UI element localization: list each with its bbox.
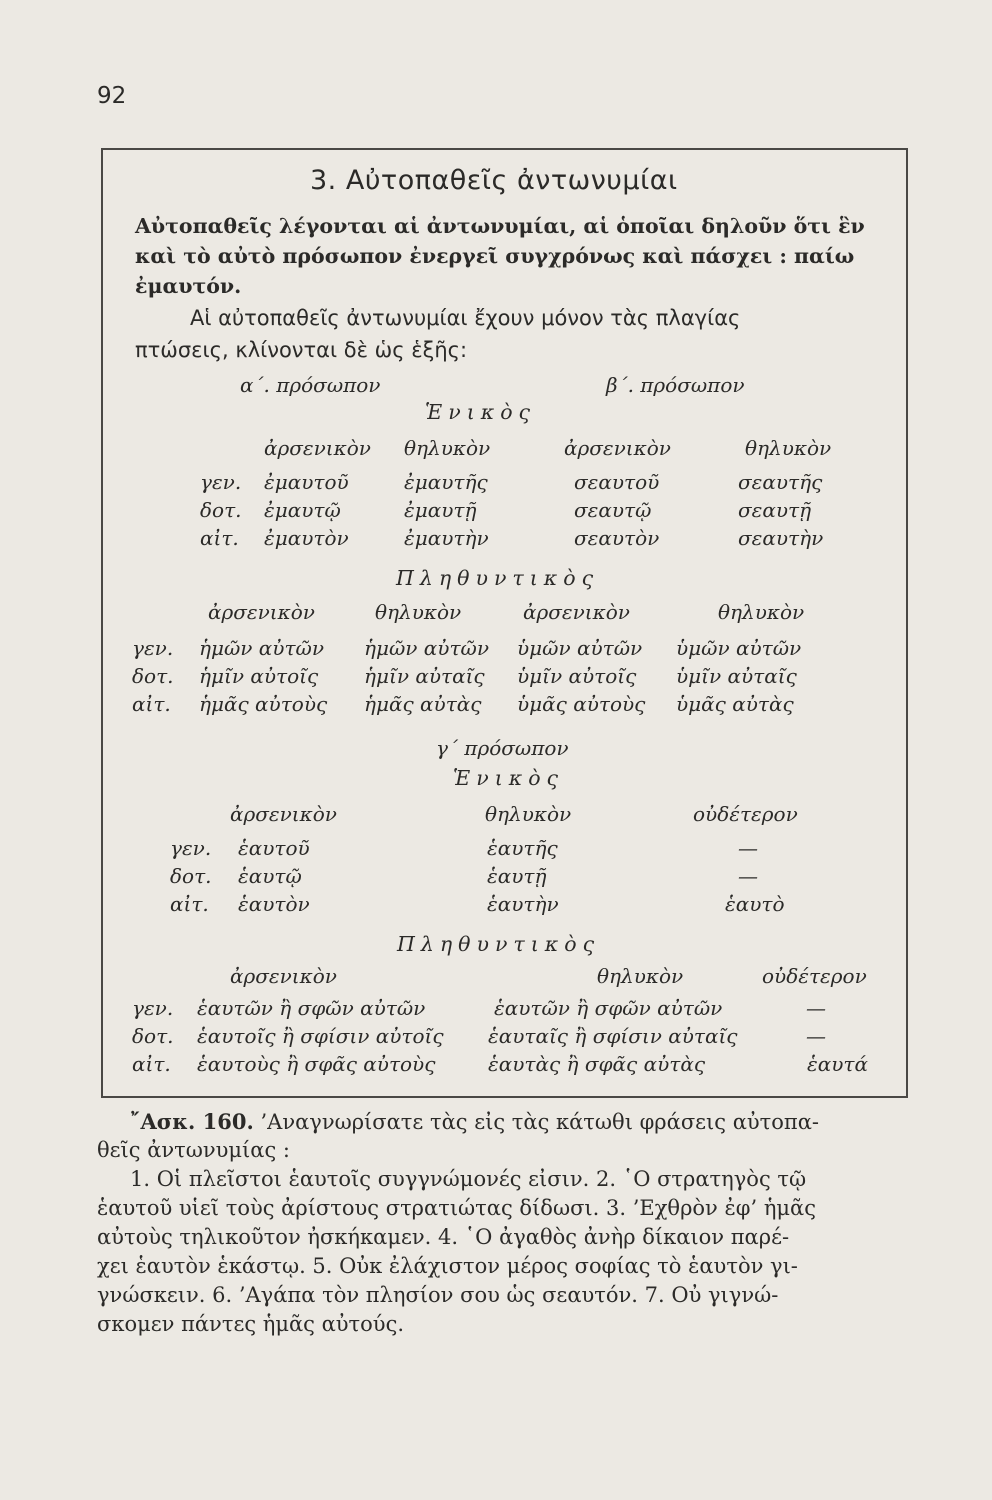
person-1-label: α΄. πρόσωπον [240,373,381,397]
col-header: ἀρσενικὸν [230,802,337,826]
case-label: γεν. [132,996,174,1020]
col-header: θηλυκὸν [745,436,832,460]
table-cell: ὑμᾶς αὐτοὺς [517,692,646,716]
col-header: θηλυκὸν [718,600,805,624]
note-line-1: Αἱ αὐτοπαθεῖς ἀντωνυμίαι ἔχουν μόνον τὰς πλαγίας [190,306,741,330]
case-label: αἰτ. [170,892,209,916]
case-label: αἰτ. [132,1052,171,1076]
person-3-label: γ΄ πρόσωπον [436,736,569,760]
table-cell: ἐμαυτὴν [404,526,489,550]
definition-line-1: Αὐτοπαθεῖς λέγονται αἱ ἀντωνυμίαι, αἱ ὁποῖαι δηλοῦν ὅτι ἓν [135,214,865,238]
table-cell: ὑμῶν αὐτῶν [676,636,802,660]
singular-label-3: Ἑνικὸς [453,766,565,790]
table-cell: ἐμαυτοῦ [264,470,349,494]
table-cell: ἑαυτὰς ἢ σφᾶς αὐτὰς [488,1052,706,1076]
table-cell: ὑμῖν αὐτοῖς [517,664,637,688]
table-cell: σεαυτὸν [574,526,660,550]
table-cell: ἑαυτοῖς ἢ σφίσιν αὐτοῖς [197,1024,444,1048]
table-cell: ἑαυτῆς [487,836,558,860]
exercise-line-5: αὐτοὺς τηλικοῦτον ἠσκήκαμεν. 4. ῾Ο ἀγαθὸς ἀνὴρ δίκαιον παρέ- [97,1225,790,1249]
table-cell: — [738,864,758,888]
person-2-label: β΄. πρόσωπον [606,373,745,397]
col-header: ἀρσενικὸν [264,436,371,460]
exercise-line-4: ἑαυτοῦ υἱεῖ τοὺς ἀρίστους στρατιώτας δίδωσι. 3. ’Εχθρὸν ἐφ’ ἡμᾶς [97,1196,816,1220]
table-cell: ἡμᾶς αὐτοὺς [199,692,328,716]
exercise-line-1 [130,1109,819,1134]
exercise-line-6: χει ἑαυτὸν ἑκάστῳ. 5. Οὐκ ἐλάχιστον μέρος σοφίας τὸ ἑαυτὸν γι- [97,1254,798,1278]
exercise-line-8: σκομεν πάντες ἡμᾶς αὐτούς. [97,1312,405,1336]
table-cell: ἑαυτὸν [238,892,310,916]
table-cell: ἑαυτῷ [238,864,302,888]
table-cell: ἐμαυτῆς [404,470,488,494]
table-cell: σεαυτοῦ [574,470,660,494]
table-cell: σεαυτῇ [738,498,812,522]
table-cell: — [806,1024,826,1048]
table-cell: σεαυτῆς [738,470,823,494]
case-label: γεν. [170,836,212,860]
case-label: δοτ. [200,498,242,522]
definition-line-2: καὶ τὸ αὐτὸ πρόσωπον ἐνεργεῖ συγχρόνως καὶ πάσχει : παίω [135,244,855,268]
table-cell: ἐμαυτὸν [264,526,349,550]
table-cell: ἡμῶν αὐτῶν [364,636,489,660]
table-cell: ἐμαυτῇ [404,498,477,522]
col-header: οὐδέτερον [693,802,798,826]
case-label: δοτ. [132,1024,174,1048]
exercise-line-2: θεῖς ἀντωνυμίας : [97,1138,290,1162]
table-cell: ἑαυτά [807,1052,868,1076]
table-cell: ἡμῖν αὐταῖς [364,664,485,688]
table-cell: ὑμᾶς αὐτὰς [676,692,794,716]
table-cell: ἑαυτῶν ἢ σφῶν αὐτῶν [197,996,426,1020]
table-cell: ὑμῶν αὐτῶν [517,636,643,660]
case-label: γεν. [200,470,242,494]
exercise-line-3: 1. Οἱ πλεῖστοι ἑαυτοῖς συγγνώμονές εἰσιν. 2. ῾Ο στρατηγὸς τῷ [130,1167,807,1191]
section-title: 3. Αὐτοπαθεῖς ἀντωνυμίαι [310,165,678,196]
table-cell: ἑαυτοῦ [238,836,310,860]
table-cell: ἡμῶν αὐτῶν [199,636,324,660]
box-bottom-rule [101,1096,908,1098]
table-cell: ἑαυτοὺς ἢ σφᾶς αὐτοὺς [197,1052,436,1076]
exercise-line-7: γνώσκειν. 6. ’Αγάπα τὸν πλησίον σου ὡς σεαυτόν. 7. Οὐ γιγνώ- [97,1283,779,1307]
table-cell: ἑαυτὴν [487,892,559,916]
table-cell: ὑμῖν αὐταῖς [676,664,797,688]
col-header: οὐδέτερον [762,964,867,988]
case-label: αἰτ. [132,692,171,716]
col-header: ἀρσενικὸν [564,436,671,460]
table-cell: ἡμῖν αὐτοῖς [199,664,319,688]
table-cell: — [806,996,826,1020]
table-cell: ἑαυταῖς ἢ σφίσιν αὐταῖς [488,1024,738,1048]
table-cell: ἑαυτῶν ἢ σφῶν αὐτῶν [494,996,723,1020]
plural-label-3: Πληθυντικὸς [397,932,601,956]
col-header: ἀρσενικὸν [208,600,315,624]
col-header: θηλυκὸν [485,802,572,826]
table-cell: ἑαυτῇ [487,864,547,888]
definition-line-3: ἐμαυτόν. [135,274,242,298]
table-cell: ἡμᾶς αὐτὰς [364,692,482,716]
table-cell: — [738,836,758,860]
exercise-text: ’Αναγνωρίσατε τὰς εἰς τὰς κάτωθι φράσεις αὐτοπα- [260,1110,820,1134]
table-cell: ἐμαυτῷ [264,498,341,522]
col-header: ἀρσενικὸν [523,600,630,624]
exercise-label: ῎Ασκ. 160. [130,1109,254,1134]
plural-label-12: Πληθυντικὸς [396,566,600,590]
col-header: ἀρσενικὸν [230,964,337,988]
case-label: δοτ. [170,864,212,888]
singular-label-12: Ἑνικὸς [425,400,537,424]
table-cell: σεαυτὴν [738,526,824,550]
col-header: θηλυκὸν [597,964,684,988]
col-header: θηλυκὸν [404,436,491,460]
case-label: δοτ. [132,664,174,688]
col-header: θηλυκὸν [375,600,462,624]
page-number: 92 [97,83,127,109]
table-cell: ἑαυτὸ [725,892,785,916]
box-top-rule [101,148,908,150]
case-label: γεν. [132,636,174,660]
case-label: αἰτ. [200,526,239,550]
note-line-2: πτώσεις, κλίνονται δὲ ὡς ἑξῆς: [135,338,468,362]
table-cell: σεαυτῷ [574,498,652,522]
